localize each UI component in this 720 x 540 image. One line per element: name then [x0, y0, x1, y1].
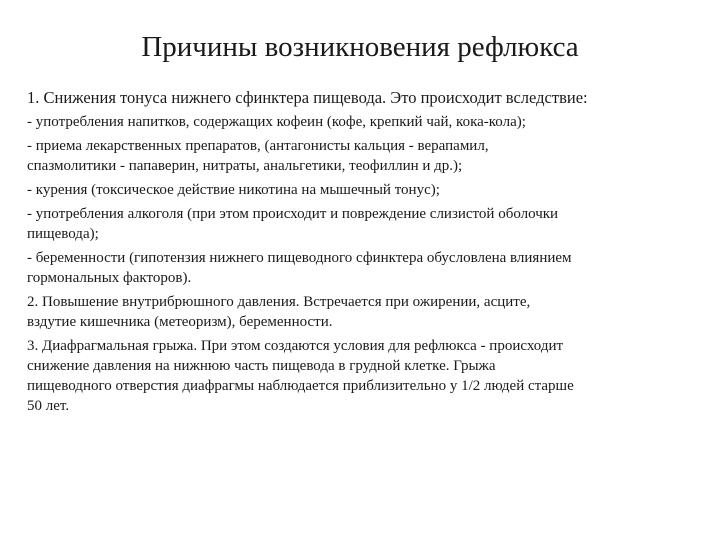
text-line: 2. Повышение внутрибрюшного давления. Встречается при ожирении, асците, — [27, 294, 531, 310]
paragraph-caffeine — [27, 112, 695, 132]
paragraph-smoking — [27, 180, 695, 200]
paragraph-cause-2 — [27, 292, 695, 332]
text-line: вздутие кишечника (метеоризм), беременности. — [27, 314, 333, 330]
text-line: - употребления напитков, содержащих кофеин (кофе, крепкий чай, кока-кола); — [27, 114, 526, 130]
slide-title: Причины возникновения рефлюкса — [141, 31, 579, 63]
text-line: снижение давления на нижнюю часть пищевода в грудной клетке. Грыжа — [27, 358, 496, 374]
text-line: 1. Снижения тонуса нижнего сфинктера пищевода. Это происходит вследствие: — [27, 88, 588, 107]
paragraph-medications — [27, 136, 695, 176]
text-line: пищевода); — [27, 226, 99, 242]
slide-body — [27, 88, 695, 420]
text-line: - приема лекарственных препаратов, (антагонисты кальция - верапамил, — [27, 138, 489, 154]
text-line: пищеводного отверстия диафрагмы наблюдается приблизительно у 1/2 людей старше — [27, 378, 574, 394]
paragraph-alcohol — [27, 204, 695, 244]
text-line: - употребления алкоголя (при этом происходит и повреждение слизистой оболочки — [27, 206, 559, 222]
paragraph-cause-3 — [27, 336, 695, 416]
text-line: 50 лет. — [27, 398, 70, 414]
text-line: 3. Диафрагмальная грыжа. При этом создаются условия для рефлюкса - происходит — [27, 338, 564, 354]
text-line: - курения (токсическое действие никотина на мышечный тонус); — [27, 182, 440, 198]
text-line: - беременности (гипотензия нижнего пищеводного сфинктера обусловлена влиянием — [27, 250, 572, 266]
paragraph-pregnancy — [27, 248, 695, 288]
paragraph-cause-1 — [27, 88, 695, 108]
text-line: гормональных факторов). — [27, 270, 192, 286]
text-line: спазмолитики - папаверин, нитраты, анальгетики, теофиллин и др.); — [27, 158, 463, 174]
